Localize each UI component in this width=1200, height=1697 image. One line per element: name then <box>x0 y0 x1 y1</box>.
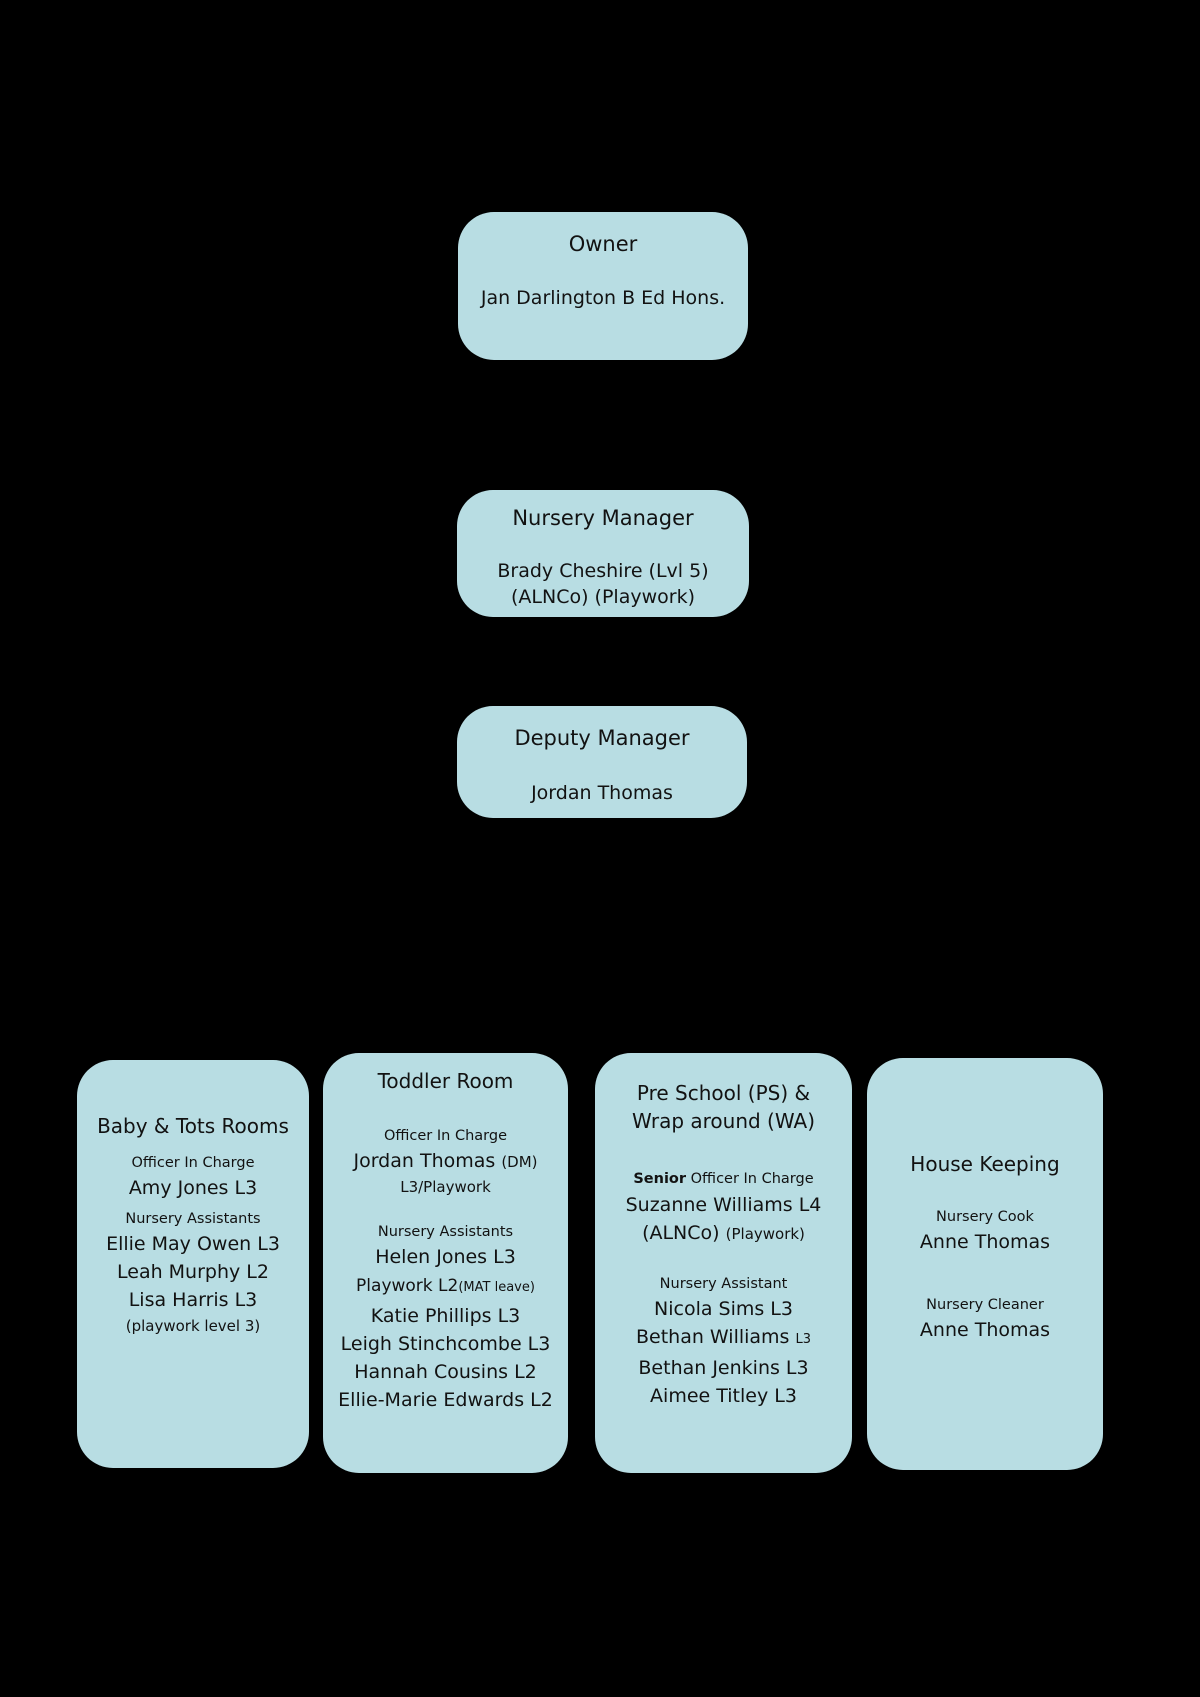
toddler-room-box <box>323 1053 568 1473</box>
toddler-staff-2 <box>329 1271 562 1302</box>
preschool-title-line1: Pre School (PS) & <box>636 1081 811 1105</box>
preschool-staff-3: Bethan Jenkins L3 <box>638 1357 809 1379</box>
baby-tots-oic-name: Amy Jones L3 <box>128 1177 258 1199</box>
baby-tots-staff-2: Leah Murphy L2 <box>117 1261 269 1283</box>
nursery-manager-title: Nursery Manager <box>512 506 694 530</box>
baby-tots-box <box>77 1060 309 1468</box>
toddler-staff-6: Ellie-Marie Edwards L2 <box>338 1389 553 1411</box>
toddler-staff-5: Hannah Cousins L2 <box>354 1361 537 1383</box>
nursery-manager-name: Brady Cheshire (Lvl 5) <box>497 560 709 582</box>
preschool-alnco: (ALNCo) <box>642 1222 726 1244</box>
baby-tots-staff-3: Lisa Harris L3 <box>128 1289 258 1311</box>
preschool-title-line2: Wrap around (WA) <box>631 1109 816 1133</box>
nursery-manager-box <box>457 490 749 617</box>
baby-tots-note: (playwork level 3) <box>125 1317 261 1335</box>
preschool-staff-1: Nicola Sims L3 <box>654 1298 793 1320</box>
housekeeping-cleaner-name: Anne Thomas <box>919 1319 1051 1341</box>
toddler-staff-2-mat-leave: (MAT leave) <box>458 1280 535 1295</box>
toddler-oic-level: L3/Playwork <box>400 1178 491 1196</box>
preschool-oic-qualifications <box>601 1219 846 1247</box>
preschool-staff-2-main: Bethan Williams <box>635 1326 796 1348</box>
baby-tots-title: Baby & Tots Rooms <box>97 1114 289 1138</box>
preschool-staff-2 <box>601 1323 846 1354</box>
preschool-oic-name: Suzanne Williams L4 <box>625 1194 822 1216</box>
baby-tots-role-assistants: Nursery Assistants <box>125 1211 261 1227</box>
deputy-manager-box <box>457 706 747 818</box>
baby-tots-role-oic: Officer In Charge <box>131 1155 255 1171</box>
baby-tots-staff-1: Ellie May Owen L3 <box>106 1233 280 1255</box>
owner-box <box>458 212 748 360</box>
preschool-staff-2-level: L3 <box>795 1332 812 1347</box>
preschool-role-oic-rest: Officer In Charge <box>686 1171 814 1187</box>
preschool-role-senior-oic <box>601 1167 846 1191</box>
preschool-box <box>595 1053 852 1473</box>
toddler-oic-name <box>329 1147 562 1175</box>
preschool-role-assistant: Nursery Assistant <box>659 1276 788 1292</box>
housekeeping-box <box>867 1058 1103 1470</box>
owner-name: Jan Darlington B Ed Hons. <box>480 287 726 309</box>
toddler-staff-3: Katie Phillips L3 <box>370 1305 521 1327</box>
toddler-staff-1: Helen Jones L3 <box>375 1246 516 1268</box>
toddler-oic-name-main: Jordan Thomas <box>353 1150 502 1172</box>
toddler-staff-4: Leigh Stinchcombe L3 <box>340 1333 551 1355</box>
housekeeping-title: House Keeping <box>910 1152 1060 1176</box>
preschool-staff-4: Aimee Titley L3 <box>650 1385 797 1407</box>
housekeeping-role-cleaner: Nursery Cleaner <box>926 1297 1044 1313</box>
toddler-room-title: Toddler Room <box>377 1069 514 1093</box>
toddler-staff-2-main: Playwork L2 <box>356 1276 459 1296</box>
deputy-manager-name: Jordan Thomas <box>531 782 673 804</box>
housekeeping-cook-name: Anne Thomas <box>919 1231 1051 1253</box>
toddler-oic-dm-suffix: (DM) <box>501 1153 538 1171</box>
nursery-manager-qualifications: (ALNCo) (Playwork) <box>511 586 695 608</box>
owner-title: Owner <box>568 232 638 256</box>
toddler-role-oic: Officer In Charge <box>383 1128 507 1144</box>
toddler-role-assistants: Nursery Assistants <box>377 1224 514 1240</box>
deputy-manager-title: Deputy Manager <box>514 726 690 750</box>
preschool-playwork: (Playwork) <box>725 1225 805 1243</box>
preschool-senior-label: Senior <box>633 1171 687 1187</box>
housekeeping-role-cook: Nursery Cook <box>936 1209 1034 1225</box>
